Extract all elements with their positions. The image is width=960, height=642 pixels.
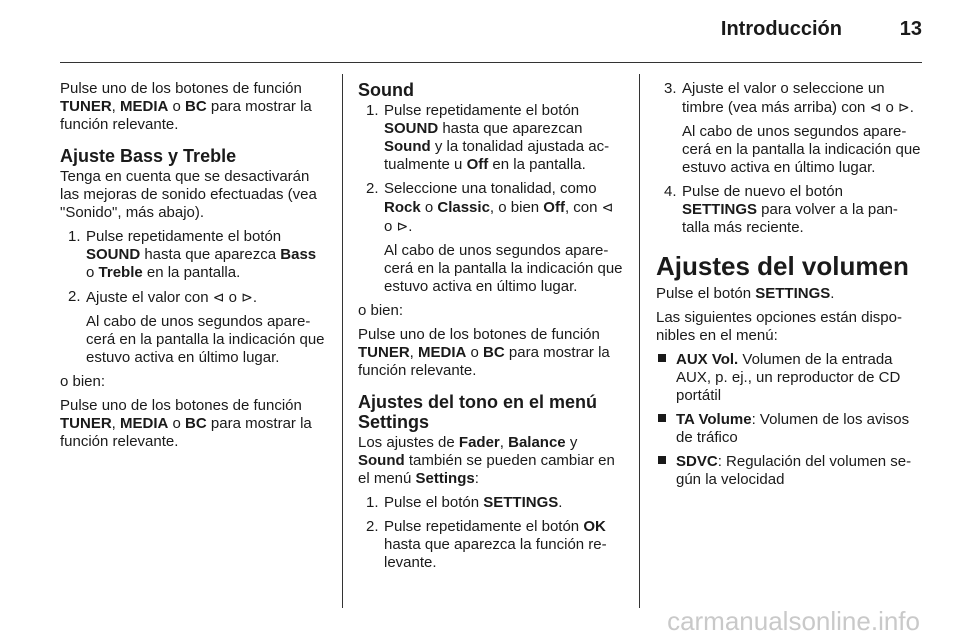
header-rule	[60, 62, 922, 63]
left-arrow-icon: ⊲	[869, 99, 882, 115]
column-1	[60, 80, 328, 457]
column-divider-2	[639, 74, 640, 608]
step-4: 4. Pulse de nuevo el botón SETTINGS para volver a la pan-talla más reciente.	[664, 183, 898, 236]
step-2-note: Al cabo de unos segundos apare-cerá en la pantalla la indicación que estuvo activa en último lugar.	[384, 242, 623, 295]
section-heading-bass-treble: Ajuste Bass y Treble	[60, 146, 237, 166]
left-arrow-icon: ⊲	[212, 289, 225, 305]
column-3	[656, 80, 922, 495]
step-2: 2. Seleccione una tonalidad, como Rock o Classic, o bien Off, con ⊲ o ⊳. Al cabo de unos segundos apare-cerá en la pantalla la indicación que estuvo activa en último lugar.	[366, 180, 623, 295]
right-arrow-icon: ⊳	[396, 218, 409, 234]
header-title: Introducción	[720, 18, 842, 40]
step-2-settings: 2. Pulse repetidamente el botón OK hasta que aparezca la función re-levante.	[366, 518, 607, 571]
left-arrow-icon: ⊲	[601, 199, 614, 215]
watermark: carmanualsonline.info	[667, 606, 920, 636]
column-2	[358, 80, 624, 578]
step-3: 3. Ajuste el valor o seleccione un timbre (vea más arriba) con ⊲ o ⊳. Al cabo de unos segundos apare-cerá en la pantalla la indicación que estuvo activa en último lugar.	[664, 80, 921, 176]
settings-paragraph: Los ajustes de Fader, Balance y Sound también se pueden cambiar en el menú Settings:	[358, 434, 615, 487]
step-2: 2. Ajuste el valor con ⊲ o ⊳. Al cabo de unos segundos apare-cerá en la pantalla la indicación que estuvo activa en último lugar.	[60, 288, 328, 367]
step-2-note: Al cabo de unos segundos apare-cerá en la pantalla la indicación que estuvo activa en último lugar.	[86, 313, 325, 366]
step-1: 1. Pulse repetidamente el botón SOUND hasta que aparezca Bass o Treble en la pantalla.	[68, 228, 317, 281]
step-1: 1. Pulse repetidamente el botón SOUND hasta que aparezcan Sound y la tonalidad ajustada ac-tualmente u Off en la pantalla.	[366, 102, 610, 173]
list-item-sdvc: SDVC: Regulación del volumen se-gún la velocidad	[656, 453, 922, 489]
bullet-square-icon	[658, 354, 666, 362]
section-heading-volume: Ajustes del volumen	[656, 251, 909, 281]
list-item-aux-vol: AUX Vol. Volumen de la entrada AUX, p. ej., un reproductor de CD portátil	[656, 351, 922, 405]
section-heading-sound: Sound	[358, 80, 414, 100]
intro-paragraph: Pulse uno de los botones de función TUNER, MEDIA o BC para mostrar la función relevante.	[60, 80, 312, 133]
right-arrow-icon: ⊳	[897, 99, 910, 115]
page-number: 13	[899, 18, 922, 40]
column-divider-1	[342, 74, 343, 608]
list-item-ta-volume: TA Volume: Volumen de los avisos de tráfico	[656, 411, 922, 447]
right-arrow-icon: ⊳	[241, 289, 253, 305]
or-text: o bien:	[60, 373, 106, 390]
outro-paragraph: Pulse uno de los botones de función TUNER, MEDIA o BC para mostrar la función relevante.	[358, 326, 610, 379]
step-3-note: Al cabo de unos segundos apare-cerá en la pantalla la indicación que estuvo activa en último lugar.	[682, 123, 921, 176]
note-paragraph: Tenga en cuenta que se desactivarán las mejoras de sonido efectuadas (vea "Sonido", más abajo).	[60, 168, 317, 221]
outro-paragraph: Pulse uno de los botones de función TUNER, MEDIA o BC para mostrar la función relevante.	[60, 397, 312, 450]
step-1-settings: 1. Pulse el botón SETTINGS.	[366, 494, 563, 511]
bullet-square-icon	[658, 414, 666, 422]
section-heading-settings-tone: Ajustes del tono en el menú Settings	[358, 392, 598, 432]
volume-paragraph-1: Pulse el botón SETTINGS.	[656, 285, 835, 302]
or-text: o bien:	[358, 302, 404, 319]
volume-paragraph-2: Las siguientes opciones están dispo-nibles en el menú:	[656, 309, 902, 344]
bullet-square-icon	[658, 456, 666, 464]
